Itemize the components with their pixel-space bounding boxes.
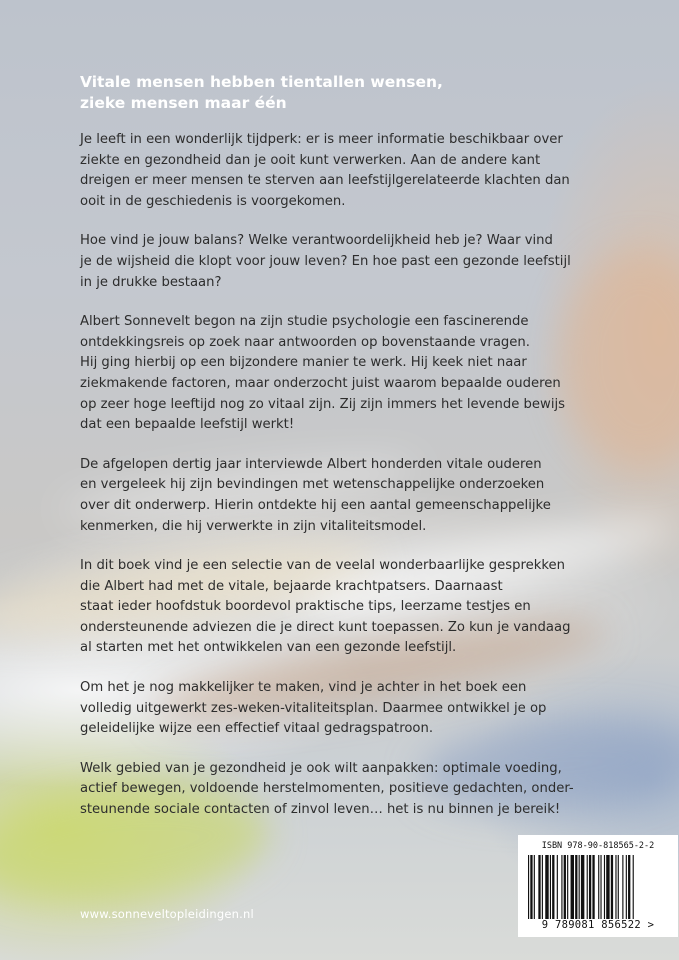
barcode-bar bbox=[618, 855, 619, 919]
barcode-digits: 9 789081 856522 > bbox=[541, 919, 655, 931]
blurb-line: staat ieder hoofdstuk boordevol praktische tips, leerzame testjes en bbox=[80, 599, 531, 615]
blurb-line: dat een bepaalde leefstijl werkt! bbox=[80, 417, 295, 433]
barcode-bar bbox=[604, 855, 605, 919]
barcode-bar bbox=[622, 855, 623, 919]
barcode-bars bbox=[528, 855, 670, 919]
blurb-line: steunende sociale contacten of zinvol leven… het is nu binnen je bereik! bbox=[80, 802, 561, 818]
barcode-bar bbox=[530, 855, 532, 919]
barcode-bar bbox=[598, 855, 599, 919]
blurb-line: Hij ging hierbij op een bijzondere manier te werk. Hij keek niet naar bbox=[80, 355, 527, 371]
cover-heading-line: Vitale mensen hebben tientallen wensen, bbox=[80, 73, 443, 91]
blurb-line: al starten met het ontwikkelen van een gezonde leefstijl. bbox=[80, 640, 457, 656]
blurb-line: ondersteunende adviezen die je direct kunt toepassen. Zo kun je vandaag bbox=[80, 619, 571, 635]
blurb-paragraph bbox=[80, 678, 650, 740]
barcode-bar bbox=[606, 855, 609, 919]
blurb-paragraph bbox=[80, 231, 650, 293]
blurb-line: In dit boek vind je een selectie van de veelal wonderbaarlijke gesprekken bbox=[80, 558, 566, 574]
blurb-line: over dit onderwerp. Hierin ontdekte hij een aantal gemeenschappelijke bbox=[80, 497, 551, 513]
blurb-line: op zeer hoge leeftijd nog zo vitaal zijn. Zij zijn immers het levende bewijs bbox=[80, 396, 566, 412]
blurb-line: volledig uitgewerkt zes-weken-vitaliteitsplan. Daarmee ontwikkel je op bbox=[80, 700, 547, 716]
barcode-bar bbox=[615, 855, 616, 919]
cover-heading bbox=[80, 72, 500, 114]
barcode-bar bbox=[557, 855, 558, 919]
blurb-line: ontdekkingsreis op zoek naar antwoorden op bovenstaande vragen. bbox=[80, 334, 530, 350]
blurb-line: Albert Sonnevelt begon na zijn studie psychologie een fascinerende bbox=[80, 314, 529, 330]
blurb-line: De afgelopen dertig jaar interviewde Albert honderden vitale ouderen bbox=[80, 456, 542, 472]
blurb-line: ooit in de geschiedenis is voorgekomen. bbox=[80, 193, 346, 209]
barcode-bar bbox=[611, 855, 613, 919]
barcode-bar bbox=[571, 855, 574, 919]
barcode-bar bbox=[628, 855, 630, 919]
blurb-paragraph bbox=[80, 312, 650, 436]
blurb-line: kenmerken, die hij verwerkte in zijn vitaliteitsmodel. bbox=[80, 518, 427, 534]
isbn-barcode bbox=[518, 835, 678, 937]
barcode-bar bbox=[561, 855, 562, 919]
barcode-bar bbox=[534, 855, 535, 919]
blurb-paragraph bbox=[80, 556, 650, 659]
barcode-bar bbox=[538, 855, 540, 919]
blurb-line: dreigen er meer mensen te sterven aan leefstijlgerelateerde klachten dan bbox=[80, 173, 570, 189]
barcode-bar bbox=[545, 855, 548, 919]
blurb-line: ziekte en gezondheid dan je ooit kunt verwerken. Aan de andere kant bbox=[80, 152, 541, 168]
barcode-bar bbox=[589, 855, 591, 919]
blurb-line: Om het je nog makkelijker te maken, vind je achter in het boek een bbox=[80, 680, 527, 696]
blurb-line: Welk gebied van je gezondheid je ook wilt aanpakken: optimale voeding, bbox=[80, 760, 562, 776]
blurb-line: ziekmakende factoren, maar onderzocht juist waarom bepaalde ouderen bbox=[80, 375, 561, 391]
barcode-bar bbox=[564, 855, 566, 919]
barcode-bar bbox=[575, 855, 577, 919]
isbn-number: ISBN 978-90-818565-2-2 bbox=[541, 841, 655, 851]
blurb-line: Hoe vind je jouw balans? Welke verantwoordelijkheid heb je? Waar vind bbox=[80, 233, 553, 249]
barcode-bar bbox=[592, 855, 594, 919]
barcode-bar bbox=[528, 855, 529, 919]
barcode-bar bbox=[581, 855, 584, 919]
blurb-line: Je leeft in een wonderlijk tijdperk: er is meer informatie beschikbaar over bbox=[80, 132, 563, 147]
barcode-bar bbox=[600, 855, 601, 919]
cover-heading-line: zieke mensen maar één bbox=[80, 94, 287, 112]
barcode-bar bbox=[626, 855, 627, 919]
blurb-text bbox=[80, 130, 650, 840]
blurb-line: en vergeleek hij zijn bevindingen met wetenschappelijke onderzoeken bbox=[80, 477, 545, 493]
blurb-line: in je drukke bestaan? bbox=[80, 274, 222, 290]
barcode-bar bbox=[552, 855, 554, 919]
blurb-line: geleidelijke wijze een effectief vitaal gedragspatroon. bbox=[80, 721, 434, 737]
blurb-line: je de wijsheid die klopt voor jouw leven? En hoe past een gezonde leefstijl bbox=[80, 253, 571, 269]
barcode-bar bbox=[587, 855, 588, 919]
publisher-website: www.sonneveltopleidingen.nl bbox=[80, 907, 254, 921]
barcode-bar bbox=[579, 855, 580, 919]
blurb-line: actief bewegen, voldoende herstelmomenten, positieve gedachten, onder- bbox=[80, 781, 574, 797]
barcode-bar bbox=[550, 855, 551, 919]
barcode-bar bbox=[633, 855, 634, 919]
blurb-paragraph bbox=[80, 759, 650, 821]
barcode-bar bbox=[567, 855, 568, 919]
barcode-bar bbox=[542, 855, 543, 919]
blurb-paragraph bbox=[80, 455, 650, 537]
blurb-paragraph bbox=[80, 130, 650, 212]
blurb-line: die Albert had met de vitale, bejaarde krachtpatsers. Daarnaast bbox=[80, 578, 503, 594]
